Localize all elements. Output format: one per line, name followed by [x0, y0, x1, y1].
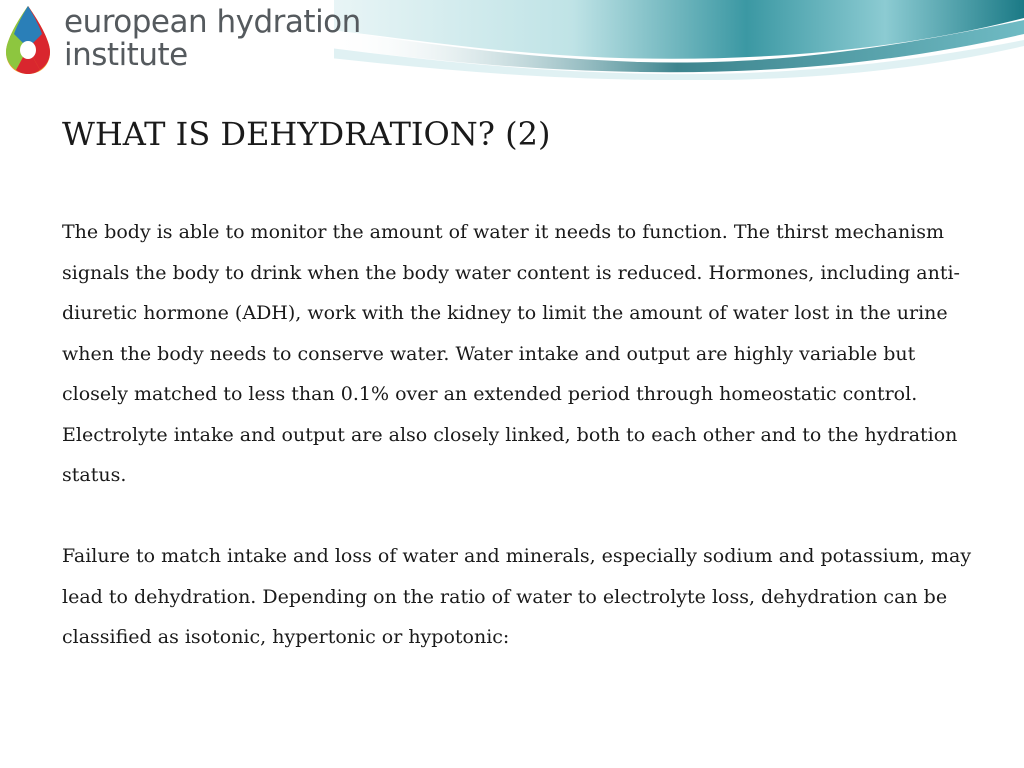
header-banner [0, 0, 1024, 80]
logo-wordmark [64, 6, 361, 72]
logo-line-1: european hydration [64, 4, 361, 40]
slide-title: WHAT IS DEHYDRATION? (2) [62, 115, 551, 153]
body-paragraph-1: The body is able to monitor the amount of water it needs to function. The thirst mechanism signals the body to drink when the body water content is reduced. Hormones, including anti-diuretic hormone (ADH), work with the kidney to limit the amount of water lost in the urine when the body needs to conserve water. Water intake and output are highly variable but closely matched to less than 0.1% over an extended period through homeostatic control. Electrolyte intake and output are also closely linked, both to each other and to the hydration status. [62, 221, 960, 486]
logo-line-2: institute [64, 37, 188, 73]
slide-body [62, 212, 972, 658]
water-drop-logo-icon [2, 4, 54, 76]
logo[interactable] [0, 0, 361, 80]
body-paragraph-2: Failure to match intake and loss of water and minerals, especially sodium and potassium, may lead to dehydration. Depending on the ratio of water to electrolyte loss, dehydration can be classified as isotonic, hypertonic or hypotonic: [62, 545, 972, 648]
